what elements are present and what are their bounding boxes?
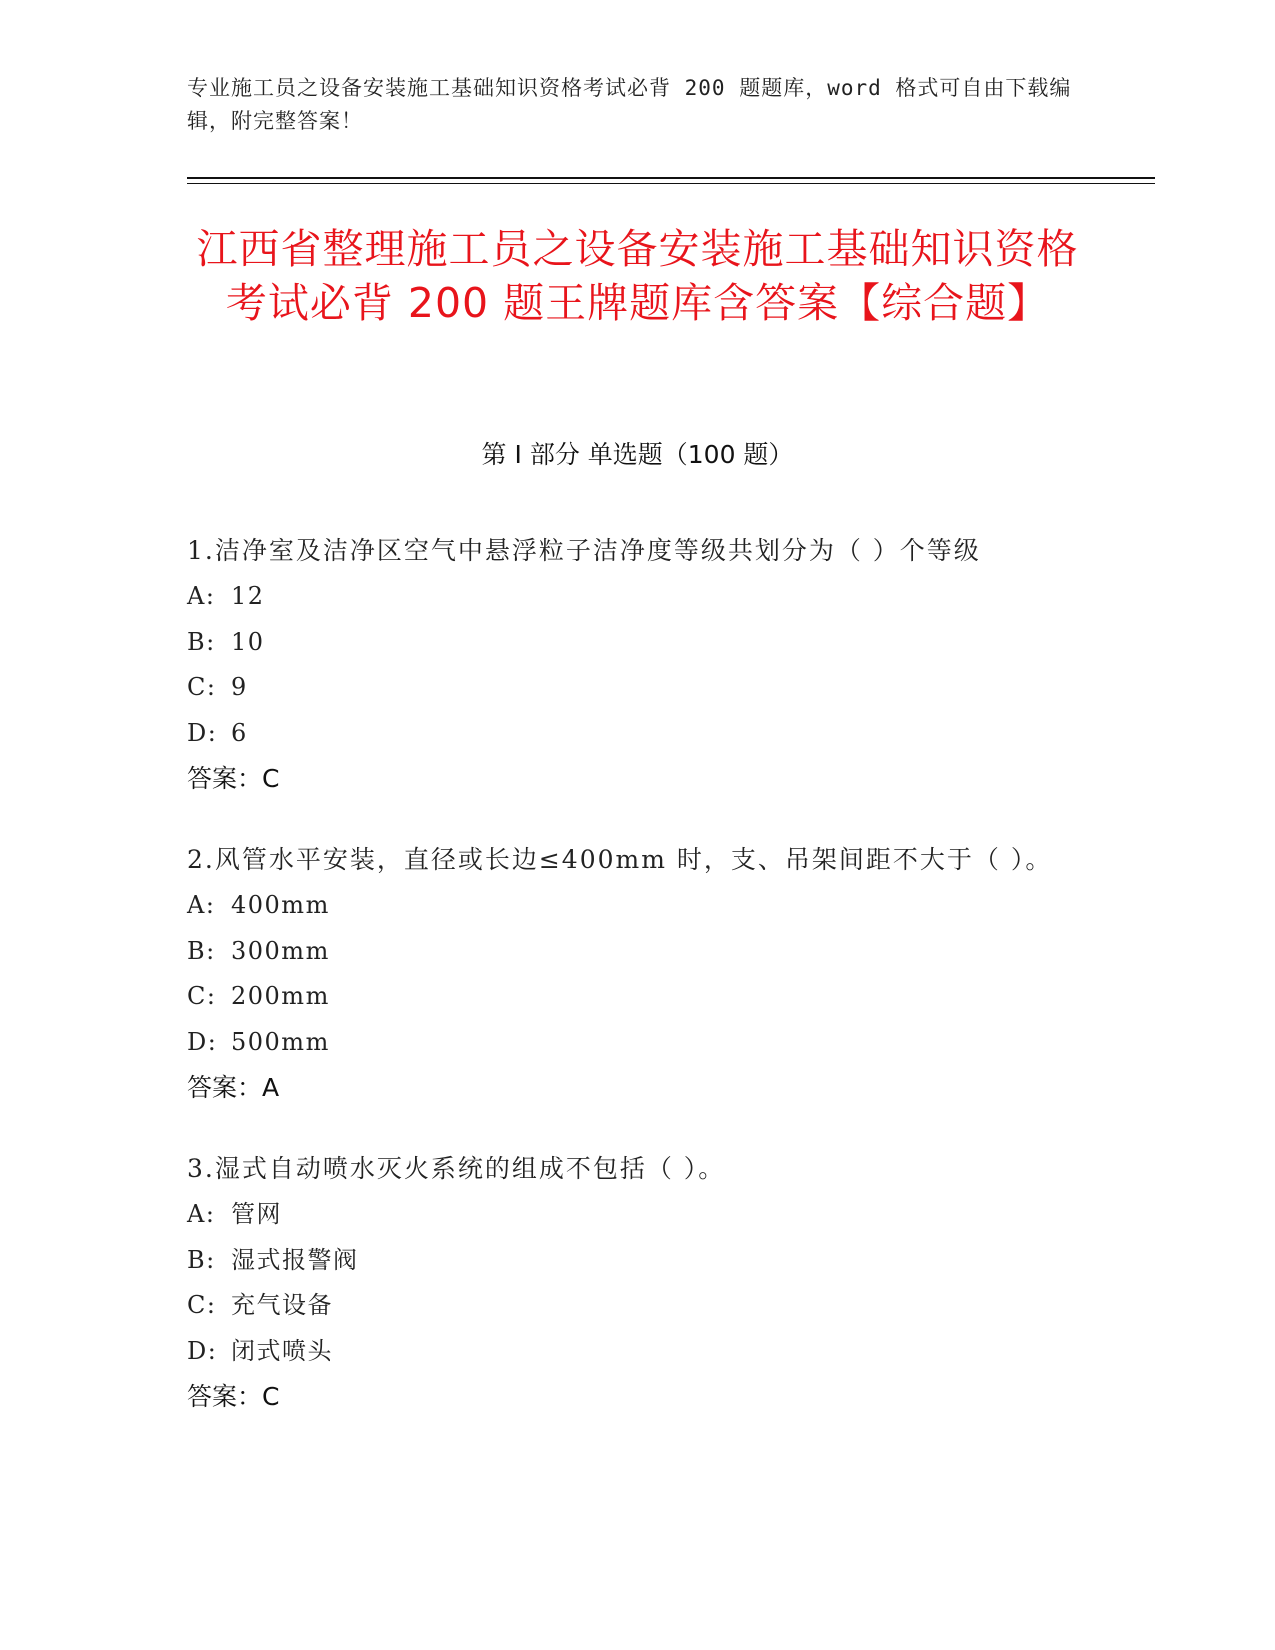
option-text: 管网	[231, 1200, 282, 1228]
option-d	[187, 1020, 1087, 1066]
option-text: 400mm	[231, 891, 330, 919]
option-key: B:	[187, 1245, 216, 1274]
option-key: A:	[187, 582, 216, 610]
option-text: 200mm	[231, 982, 330, 1010]
option-text: 充气设备	[231, 1291, 333, 1319]
option-text: 10	[231, 627, 265, 656]
option-text: 12	[231, 582, 265, 610]
header-note: 专业施工员之设备安装施工基础知识资格考试必背 200 题题库，word 格式可自由下载编辑，附完整答案！	[187, 76, 1072, 133]
option-c	[187, 665, 1087, 711]
option-a	[187, 883, 1087, 929]
option-key: B:	[187, 627, 216, 656]
option-text: 9	[231, 673, 248, 701]
header-rule-thick	[187, 177, 1155, 179]
option-text: 闭式喷头	[231, 1336, 333, 1365]
question-stem: 1.洁净室及洁净区空气中悬浮粒子洁净度等级共划分为（ ）个等级	[187, 536, 981, 565]
header-rule-thin	[187, 183, 1155, 184]
option-key: C:	[187, 1291, 217, 1319]
option-text: 湿式报警阀	[231, 1245, 359, 1274]
section-heading: 第 I 部分 单选题（100 题）	[481, 440, 794, 469]
option-key: D:	[187, 1027, 218, 1056]
answer-line: 答案：A	[187, 1073, 280, 1102]
option-key: A:	[187, 891, 216, 919]
answer-line: 答案：C	[187, 764, 280, 793]
option-key: D:	[187, 1336, 218, 1365]
option-a	[187, 1192, 1087, 1238]
option-key: D:	[187, 718, 218, 747]
option-text: 300mm	[231, 936, 330, 965]
option-text: 500mm	[231, 1027, 330, 1056]
document-title: 江西省整理施工员之设备安装施工基础知识资格考试必背 200 题王牌题库含答案【综合题】	[196, 225, 1079, 327]
option-b	[187, 620, 1087, 666]
option-d	[187, 1329, 1087, 1375]
question-stem: 2.风管水平安装，直径或长边≤400mm 时，支、吊架间距不大于（ ）。	[187, 845, 1053, 874]
option-b	[187, 929, 1087, 975]
option-c	[187, 1283, 1087, 1329]
option-key: C:	[187, 982, 217, 1010]
option-key: C:	[187, 673, 217, 701]
question-1	[187, 528, 1087, 802]
question-stem: 3.湿式自动喷水灭火系统的组成不包括（ ）。	[187, 1154, 726, 1183]
option-c	[187, 974, 1087, 1020]
option-d	[187, 711, 1087, 757]
option-a	[187, 574, 1087, 620]
option-key: B:	[187, 936, 216, 965]
question-list	[187, 528, 1087, 1455]
option-text: 6	[231, 718, 248, 747]
answer-line: 答案：C	[187, 1382, 280, 1411]
question-2	[187, 837, 1087, 1111]
option-b	[187, 1238, 1087, 1284]
option-key: A:	[187, 1200, 216, 1228]
question-3	[187, 1146, 1087, 1420]
